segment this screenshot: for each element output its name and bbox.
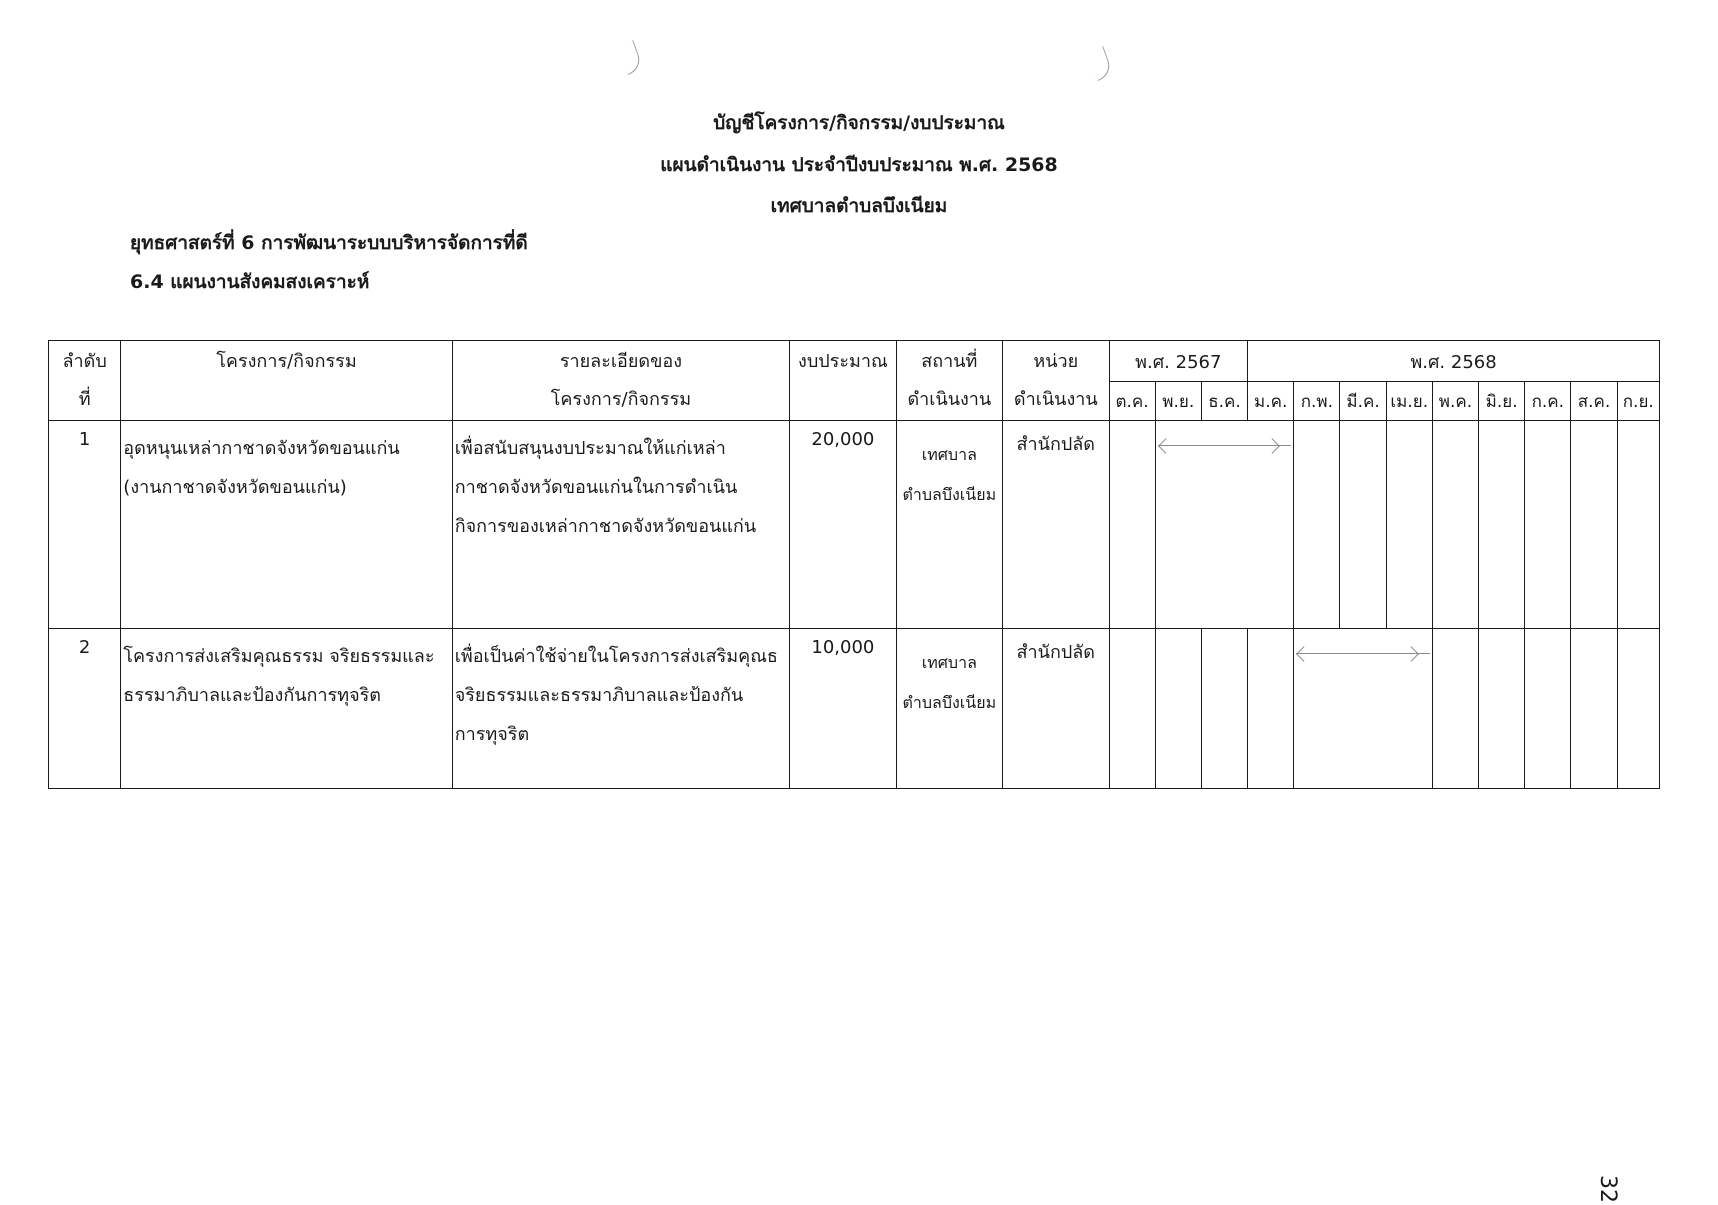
month-cell (1525, 421, 1571, 629)
header-no-line1: ลำดับ (62, 351, 107, 372)
budget-amount: 20,000 (790, 421, 896, 629)
punch-hole-mark-left (617, 40, 644, 75)
header-budget-label: งบประมาณ (798, 351, 888, 372)
month-cell (1617, 421, 1659, 629)
project-detail (452, 421, 789, 629)
plan-heading: 6.4 แผนงานสังคมสงเคราะห์ (130, 271, 370, 293)
project-name-line: อุดหนุนเหล่ากาชาดจังหวัดขอนแก่น (123, 438, 400, 459)
header-year-2567: พ.ศ. 2567 (1109, 341, 1248, 382)
month-cell (1479, 629, 1525, 789)
month-header: มี.ค. (1340, 382, 1386, 421)
month-header: พ.ย. (1155, 382, 1201, 421)
location (896, 629, 1002, 789)
month-cell (1386, 421, 1432, 629)
month-header: เม.ย. (1386, 382, 1432, 421)
project-detail-line: เพื่อสนับสนุนงบประมาณให้แก่เหล่า (454, 438, 726, 459)
project-detail-line: กาชาดจังหวัดขอนแก่นในการดำเนิน (454, 477, 738, 498)
project-detail-line: กิจการของเหล่ากาชาดจังหวัดขอนแก่น (454, 516, 757, 537)
header-budget (790, 341, 896, 421)
table-row (49, 629, 1660, 789)
header-unit-line2: ดำเนินงาน (1013, 389, 1098, 410)
location-line: เทศบาล (921, 653, 977, 672)
month-cell (1432, 421, 1478, 629)
header-no (49, 341, 121, 421)
month-header: ต.ค. (1109, 382, 1155, 421)
project-name-line: โครงการส่งเสริมคุณธรรม จริยธรรมและ (123, 646, 435, 667)
header-year-2568: พ.ศ. 2568 (1248, 341, 1660, 382)
location-line: เทศบาล (921, 445, 977, 464)
punch-hole-mark-right (1087, 46, 1114, 81)
month-cell (1617, 629, 1659, 789)
responsible-unit: สำนักปลัด (1003, 629, 1109, 789)
month-cell (1340, 421, 1386, 629)
responsible-unit: สำนักปลัด (1003, 421, 1109, 629)
header-place-line2: ดำเนินงาน (907, 389, 992, 410)
timeline-cell (1155, 421, 1294, 629)
project-detail-line: จริยธรรมและธรรมาภิบาลและป้องกัน (454, 685, 744, 706)
month-header: ม.ค. (1248, 382, 1294, 421)
header-place-line1: สถานที่ (921, 351, 978, 372)
title-line-1: บัญชีโครงการ/กิจกรรม/งบประมาณ (713, 112, 1005, 134)
header-detail-line1: รายละเอียดของ (559, 351, 682, 372)
header-place (896, 341, 1002, 421)
project-name-line: ธรรมาภิบาลและป้องกันการทุจริต (123, 685, 381, 706)
month-header: ส.ค. (1571, 382, 1617, 421)
header-detail-line2: โครงการ/กิจกรรม (550, 389, 692, 410)
timeline-arrow (1158, 445, 1292, 446)
title-line-3: เทศบาลตำบลบึงเนียม (770, 195, 948, 217)
month-cell (1201, 629, 1247, 789)
header-project (121, 341, 452, 421)
month-header: ธ.ค. (1201, 382, 1247, 421)
project-plan-table (48, 340, 1660, 789)
project-name-line: (งานกาชาดจังหวัดขอนแก่น) (123, 477, 347, 498)
month-header: มิ.ย. (1479, 382, 1525, 421)
table-row (49, 421, 1660, 629)
month-header: พ.ค. (1432, 382, 1478, 421)
month-cell (1525, 629, 1571, 789)
header-unit-line1: หน่วย (1033, 351, 1079, 372)
header-detail (452, 341, 789, 421)
row-number: 2 (49, 629, 121, 789)
month-cell (1571, 629, 1617, 789)
timeline-cell (1294, 629, 1433, 789)
month-header: ก.ค. (1525, 382, 1571, 421)
project-name (121, 421, 452, 629)
location (896, 421, 1002, 629)
month-cell (1109, 629, 1155, 789)
month-cell (1571, 421, 1617, 629)
month-header: ก.ย. (1617, 382, 1659, 421)
location-line: ตำบลบึงเนียม (902, 485, 997, 504)
header-no-line2: ที่ (78, 389, 91, 410)
project-detail (452, 629, 789, 789)
budget-amount: 10,000 (790, 629, 896, 789)
month-header: ก.พ. (1294, 382, 1340, 421)
timeline-arrow (1296, 653, 1430, 654)
header-unit (1003, 341, 1109, 421)
month-cell (1432, 629, 1478, 789)
month-cell (1109, 421, 1155, 629)
project-detail-line: เพื่อเป็นค่าใช้จ่ายในโครงการส่งเสริมคุณธ (454, 646, 778, 667)
month-cell (1248, 629, 1294, 789)
header-project-label: โครงการ/กิจกรรม (216, 351, 357, 372)
row-number: 1 (49, 421, 121, 629)
location-line: ตำบลบึงเนียม (902, 693, 997, 712)
strategy-heading: ยุทธศาสตร์ที่ 6 การพัฒนาระบบบริหารจัดการที่ดี (130, 232, 528, 254)
page-number: 32 (1595, 1175, 1620, 1203)
title-line-2: แผนดำเนินงาน ประจำปีงบประมาณ พ.ศ. 2568 (660, 154, 1058, 176)
month-cell (1294, 421, 1340, 629)
month-cell (1155, 629, 1201, 789)
project-name (121, 629, 452, 789)
month-cell (1479, 421, 1525, 629)
project-detail-line: การทุจริต (454, 724, 530, 745)
